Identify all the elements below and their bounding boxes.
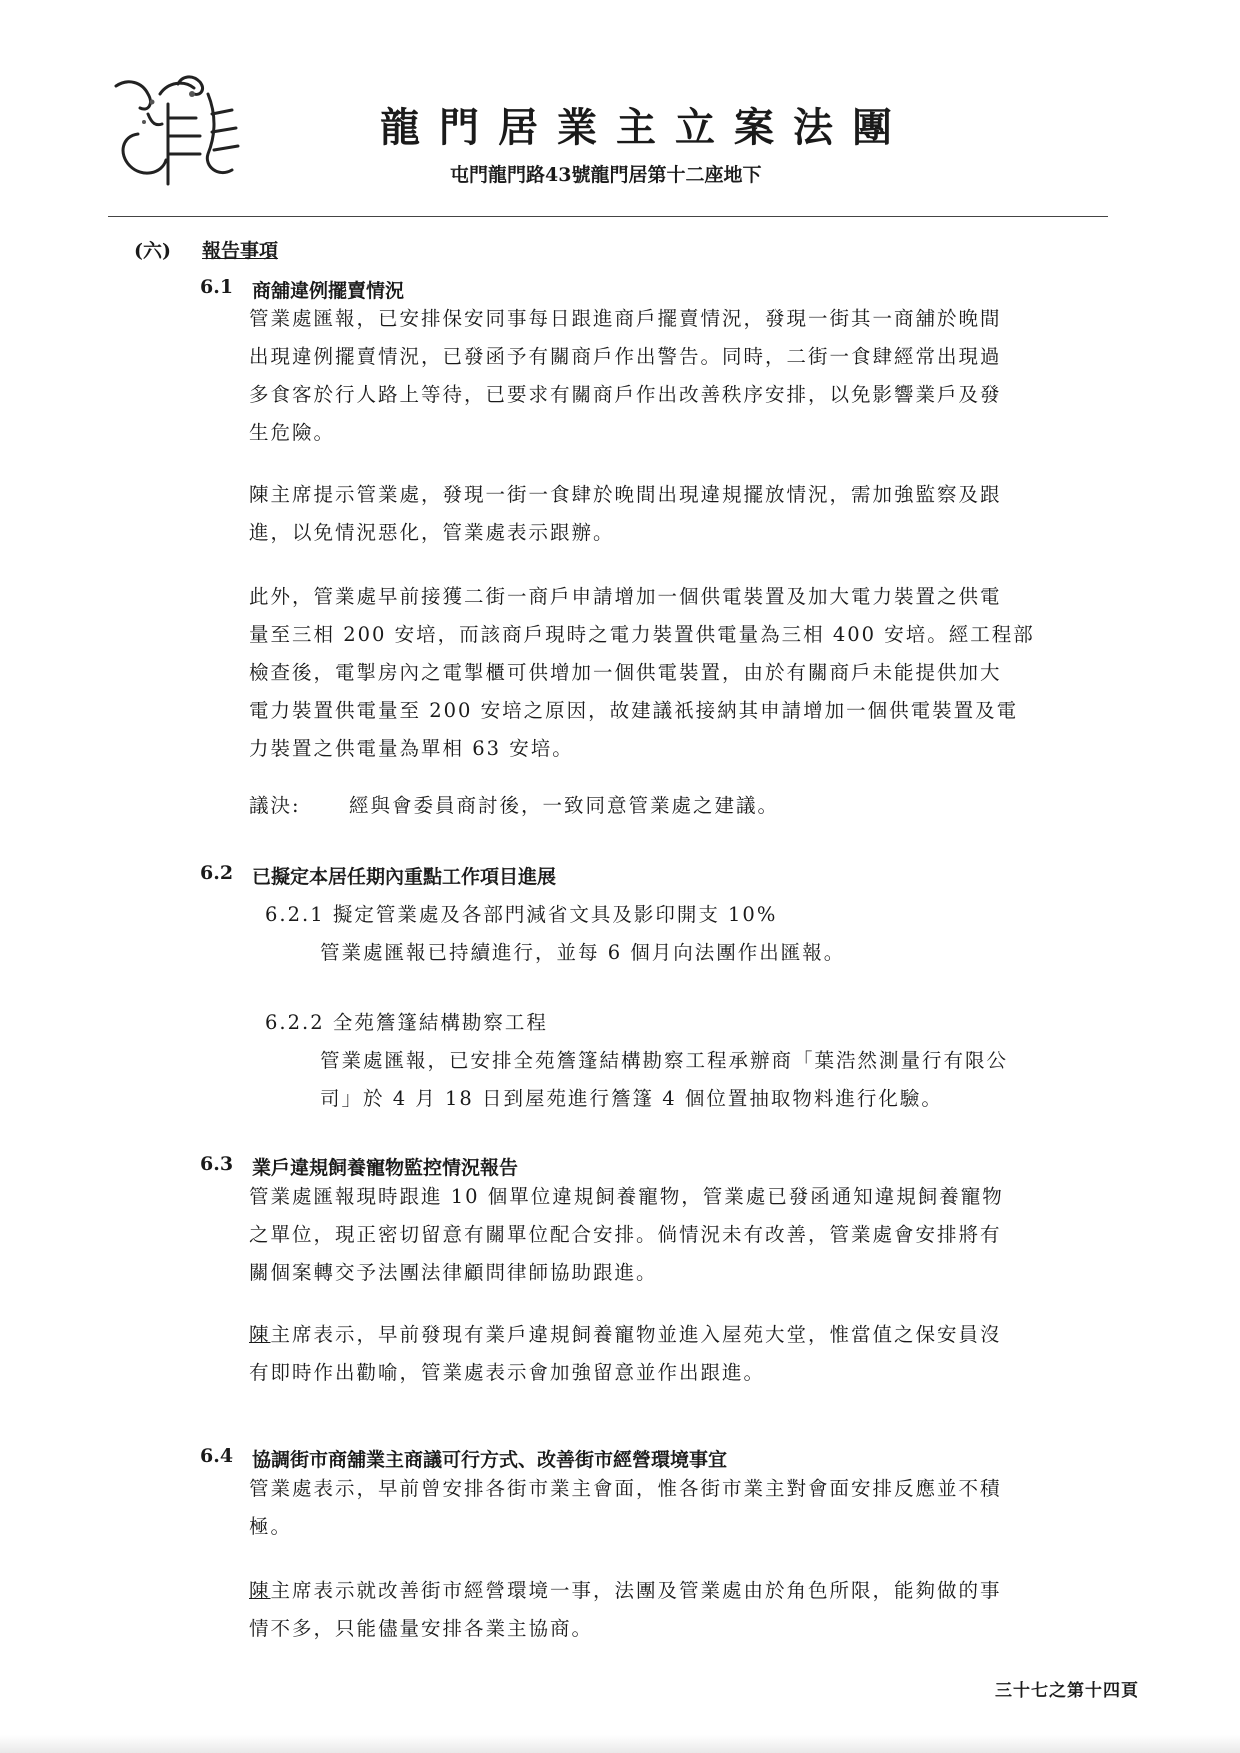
- text-line: 力裝置之供電量為單相 63 安培。: [249, 737, 574, 760]
- text-line: [249, 1316, 1002, 1354]
- text-line: 司」於 4 月 18 日到屋苑進行簷篷 4 個位置抽取物料進行化驗。: [320, 1087, 943, 1110]
- s63-title: 業戶違規飼養寵物監控情況報告: [252, 1157, 519, 1179]
- s64-paragraph-2: [249, 1572, 1002, 1648]
- s62-title: 已擬定本居任期內重點工作項目進展: [252, 866, 557, 888]
- text-line: 進，以免情況惡化，管業處表示跟辦。: [249, 521, 615, 544]
- text-line: 管業處表示，早前曾安排各街市業主會面，惟各街市業主對會面安排反應並不積: [249, 1477, 1002, 1500]
- text-line: 管業處匯報現時跟進 10 個單位違規飼養寵物，管業處已發函通知違規飼養寵物: [249, 1185, 1004, 1208]
- org-name: 龍門居業主立案法團: [380, 104, 911, 151]
- text-run: 主席表示就改善街市經營環境一事，法團及管業處由於角色所限，能夠做的事: [270, 1579, 1002, 1602]
- org-address: 屯門龍門路43號龍門居第十二座地下: [450, 164, 762, 186]
- s61-paragraph-1: [249, 300, 1002, 452]
- text-line: 出現違例擺賣情況，已發函予有關商戶作出警告。同時，二街一食肆經常出現過: [249, 345, 1002, 368]
- s62-item2-text: [320, 1042, 1008, 1118]
- s61-paragraph-2: [249, 476, 1002, 552]
- s63-number: 6.3: [200, 1153, 234, 1175]
- text-line: 生危險。: [249, 421, 336, 444]
- text-line: 之單位，現正密切留意有關單位配合安排。倘情況未有改善，管業處會安排將有: [249, 1223, 1002, 1246]
- text-line: 情不多，只能儘量安排各業主協商。: [249, 1617, 594, 1640]
- s64-title: 協調街市商舖業主商議可行方式、改善街市經營環境事宜: [252, 1449, 728, 1471]
- text-run: 主席表示，早前發現有業戶違規飼養寵物並進入屋苑大堂，惟當值之保安員沒: [270, 1323, 1002, 1346]
- underlined-char: 陳: [249, 1323, 271, 1346]
- text-line: 管業處匯報，已安排全苑簷篷結構勘察工程承辦商「葉浩然測量行有限公: [320, 1049, 1009, 1072]
- dragon-logo-icon: [108, 74, 268, 194]
- text-line: 量至三相 200 安培，而該商戶現時之電力裝置供電量為三相 400 安培。經工程部: [249, 623, 1035, 646]
- text-line: 電力裝置供電量至 200 安培之原因，故建議祇接納其申請增加一個供電裝置及電: [249, 699, 1019, 722]
- text-line: 檢查後，電掣房內之電掣櫃可供增加一個供電裝置，由於有關商戶未能提供加大: [249, 661, 1002, 684]
- resolution-label: 議決:: [249, 794, 301, 817]
- section-number: (六): [134, 240, 171, 262]
- s62-item2-title: 6.2.2 全苑簷篷結構勘察工程: [265, 1011, 548, 1034]
- s62-item1-text: 管業處匯報已持續進行，並每 6 個月向法團作出匯報。: [320, 941, 846, 964]
- s62-item1-title: 6.2.1 擬定管業處及各部門減省文具及影印開支 10%: [265, 903, 778, 926]
- s61-paragraph-3: [249, 578, 1035, 768]
- s64-number: 6.4: [200, 1445, 234, 1467]
- s61-title: 商舖違例擺賣情況: [252, 280, 405, 302]
- s62-number: 6.2: [200, 862, 234, 884]
- text-line: 有即時作出勸喻，管業處表示會加強留意並作出跟進。: [249, 1361, 766, 1384]
- s63-paragraph-2: [249, 1316, 1002, 1392]
- s61-number: 6.1: [200, 276, 234, 298]
- resolution-text: 經與會委員商討後，一致同意管業處之建議。: [349, 794, 780, 817]
- text-line: 極。: [249, 1515, 293, 1538]
- text-line: 陳主席提示管業處，發現一街一食肆於晚間出現違規擺放情況，需加強監察及跟: [249, 483, 1002, 506]
- text-line: 此外，管業處早前接獲二街一商戶申請增加一個供電裝置及加大電力裝置之供電: [249, 585, 1002, 608]
- section-title: 報告事項: [202, 240, 279, 262]
- s64-paragraph-1: [249, 1470, 1002, 1546]
- text-line: [249, 1572, 1002, 1610]
- text-line: 管業處匯報，已安排保安同事每日跟進商戶擺賣情況，發現一街其一商舖於晚間: [249, 307, 1002, 330]
- header-divider: [108, 216, 1108, 217]
- s63-paragraph-1: [249, 1178, 1004, 1292]
- text-line: 多食客於行人路上等待，已要求有關商戶作出改善秩序安排，以免影響業戶及發: [249, 383, 1002, 406]
- underlined-char: 陳: [249, 1579, 271, 1602]
- page-number: 三十七之第十四頁: [995, 1681, 1139, 1701]
- scan-edge-shadow: [0, 1735, 1240, 1753]
- text-line: 關個案轉交予法團法律顧問律師協助跟進。: [249, 1261, 658, 1284]
